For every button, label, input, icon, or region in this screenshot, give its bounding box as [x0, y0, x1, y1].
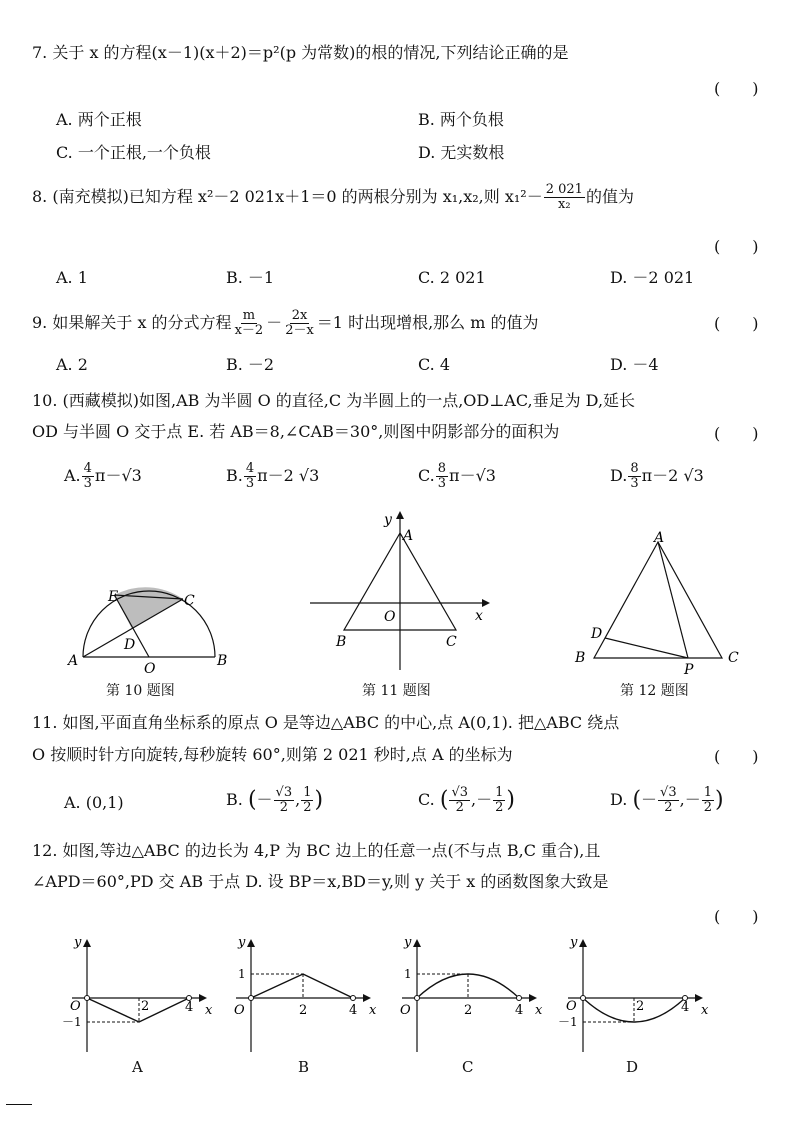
q8-option-a: A. 1: [56, 268, 88, 287]
q11-option-b: B. (－ $\frac{√3}{2}$ , $\frac{1}{2}$ ): [226, 785, 324, 815]
q10-answer-paren: ( ): [714, 424, 759, 443]
graph-d-label-neg1: －1: [558, 1015, 578, 1029]
q11-d-rparen: ): [715, 787, 724, 813]
figure-12: [570, 528, 750, 678]
fig11-label-c: C: [446, 634, 457, 650]
graph-c-label-o: O: [400, 1003, 411, 1018]
fig10-label-d: D: [124, 637, 136, 653]
graph-d-open-dot-0: [581, 996, 586, 1001]
q8-fraction: [544, 183, 585, 212]
q10-b-frac: $\frac{4}{3}$: [245, 461, 255, 491]
fig12-triangle-abc: [594, 542, 722, 658]
fig10-label-c: C: [184, 593, 195, 609]
q12-graph-c-label: C: [462, 1058, 474, 1076]
graph-a-label-2: 2: [141, 999, 150, 1014]
q8-option-b: B. －1: [226, 268, 275, 287]
q9-minus: －: [266, 313, 283, 332]
q11-line2: O 按顺时针方向旋转,每秒旋转 60°,则第 2 021 秒时,点 A 的坐标为: [32, 745, 513, 764]
fig11-label-o: O: [384, 609, 396, 625]
q8-stem-b: 的值为: [585, 187, 634, 206]
q9-f1-den: x－2: [234, 323, 264, 338]
graph-d-label-y: y: [570, 935, 578, 950]
q9-stem-b: ＝1 时出现增根,那么 m 的值为: [316, 313, 539, 332]
graph-c-open-dot-4: [517, 996, 522, 1001]
graph-a-open-dot-0: [85, 996, 90, 1001]
q9-f1-num: m: [242, 308, 256, 323]
graph-c-y-arrow: [413, 939, 421, 947]
fig11-x-arrow: [482, 599, 490, 607]
q8-frac-den: x₂: [558, 197, 571, 212]
q11-d-lparen: (: [632, 787, 642, 813]
graph-a-label-y: y: [74, 935, 82, 950]
graph-a-curve: [87, 998, 189, 1022]
graph-b-x-arrow: [363, 994, 371, 1002]
q11-c-lparen: (: [439, 787, 449, 813]
graph-d-label-4: 4: [681, 1000, 690, 1015]
fig12-caption: 第 12 题图: [620, 683, 689, 699]
q9-option-b: B. －2: [226, 355, 275, 374]
q10-option-a: A. $\frac{4}{3}$ π－√3: [64, 461, 142, 491]
fig10-shaded-region: [114, 587, 183, 629]
fig12-label-a: A: [654, 530, 665, 546]
q8-stem: [32, 183, 634, 212]
graph-a-label-o: O: [70, 999, 81, 1014]
graph-d-y-arrow: [579, 939, 587, 947]
graph-b-label-1: 1: [238, 967, 246, 981]
fig10-label-a: A: [68, 653, 79, 669]
q7-stem: 7. 关于 x 的方程(x－1)(x＋2)＝p²(p 为常数)的根的情况,下列结论正确的是: [32, 43, 569, 62]
q12-graph-b: [226, 934, 386, 1059]
graph-b-open-dot-4: [351, 996, 356, 1001]
q11-line1: 11. 如图,平面直角坐标系的原点 O 是等边△ABC 的中心,点 A(0,1). 把△ABC 绕点: [32, 713, 620, 732]
q9-f2-den: 2－x: [285, 323, 314, 338]
fig11-label-y: y: [384, 512, 392, 528]
fig11-label-a: A: [403, 528, 414, 544]
q7-option-d: D. 无实数根: [418, 143, 505, 162]
q10-line1: 10. (西藏模拟)如图,AB 为半圆 O 的直径,C 为半圆上的一点,OD⊥AC,垂足为 D,延长: [32, 391, 636, 410]
q12-graph-a-label: A: [132, 1058, 143, 1076]
fig12-label-b: B: [575, 650, 586, 666]
graph-c-label-x: x: [535, 1003, 543, 1018]
q9-answer-paren: ( ): [714, 314, 759, 333]
graph-d-label-o: O: [566, 999, 577, 1014]
graph-d-label-2: 2: [636, 999, 645, 1014]
graph-b-label-2: 2: [299, 1003, 308, 1018]
fig10-label-e: E: [108, 589, 119, 605]
q8-stem-a: 8. (南充模拟)已知方程 x²－2 021x＋1＝0 的两根分别为 x₁,x₂,则 x₁²－: [32, 187, 543, 206]
q10-d-frac: $\frac{8}{3}$: [630, 461, 639, 491]
graph-b-y-arrow: [247, 939, 255, 947]
graph-c-label-4: 4: [515, 1003, 524, 1018]
q7-answer-paren: ( ): [714, 79, 759, 98]
q11-answer-paren: ( ): [714, 747, 759, 766]
q11-option-c: C. ( $\frac{√3}{2}$ ,－ $\frac{1}{2}$ ): [418, 785, 515, 815]
graph-d-x-arrow: [695, 994, 703, 1002]
fig11-label-b: B: [336, 634, 347, 650]
q12-answer-paren: ( ): [714, 907, 759, 926]
fig12-label-d: D: [591, 626, 603, 642]
q12-line1: 12. 如图,等边△ABC 的边长为 4,P 为 BC 边上的任意一点(不与点 B,C 重合),且: [32, 841, 601, 860]
graph-a-x-arrow: [199, 994, 207, 1002]
fig11-label-x: x: [475, 608, 483, 624]
q9-option-c: C. 4: [418, 355, 451, 374]
graph-b-curve: [251, 974, 353, 998]
graph-b-label-4: 4: [349, 1003, 358, 1018]
fig11-y-arrow: [396, 511, 404, 519]
q7-option-c: C. 一个正根,一个负根: [56, 143, 211, 162]
graph-d-label-x: x: [701, 1003, 709, 1018]
q7-option-a: A. 两个正根: [56, 110, 142, 129]
q11-b-lparen: (: [247, 787, 257, 813]
graph-a-y-arrow: [83, 939, 91, 947]
q12-graph-d-label: D: [626, 1058, 639, 1076]
q10-option-c: C. $\frac{8}{3}$ π－√3: [418, 461, 496, 491]
graph-a-label-neg1: －1: [62, 1015, 82, 1029]
q11-option-a: A. (0,1): [64, 793, 124, 812]
q12-graph-a: [62, 934, 222, 1059]
figure-10: [66, 585, 246, 675]
graph-b-label-x: x: [369, 1003, 377, 1018]
graph-c-label-1: 1: [404, 967, 412, 981]
graph-c-label-2: 2: [464, 1003, 473, 1018]
q9-option-a: A. 2: [56, 355, 88, 374]
page-footer-rule: [6, 1104, 32, 1105]
graph-b-label-y: y: [238, 935, 246, 950]
graph-c-x-arrow: [529, 994, 537, 1002]
graph-a-label-4: 4: [185, 1000, 194, 1015]
q9-stem-a: 9. 如果解关于 x 的分式方程: [32, 313, 232, 332]
fig12-label-c: C: [728, 650, 739, 666]
q9-f2-num: 2x: [291, 308, 308, 323]
q12-graph-d: [558, 934, 718, 1059]
q8-frac-num: 2 021: [545, 182, 583, 197]
fig10-caption: 第 10 题图: [106, 683, 175, 699]
q11-b-rparen: ): [314, 787, 324, 813]
q8-option-d: D. －2 021: [610, 268, 695, 287]
q10-line2: OD 与半圆 O 交于点 E. 若 AB＝8,∠CAB＝30°,则图中阴影部分的面积为: [32, 422, 560, 441]
q12-line2: ∠APD＝60°,PD 交 AB 于点 D. 设 BP＝x,BD＝y,则 y 关于 x 的函数图象大致是: [32, 872, 609, 891]
q10-option-d: D. $\frac{8}{3}$ π－2 √3: [610, 461, 704, 491]
q10-a-frac: $\frac{4}{3}$: [83, 461, 92, 491]
graph-b-open-dot-0: [249, 996, 254, 1001]
q9-option-d: D. －4: [610, 355, 659, 374]
q10-option-b: B. $\frac{4}{3}$ π－2 √3: [226, 461, 320, 491]
graph-c-label-y: y: [404, 935, 412, 950]
fig12-label-p: P: [684, 662, 694, 678]
q12-graph-b-label: B: [298, 1058, 310, 1076]
q8-answer-paren: ( ): [714, 237, 759, 256]
figure-11: [308, 508, 498, 673]
q9-fraction-1: [233, 309, 266, 338]
graph-c-open-dot-0: [415, 996, 420, 1001]
fig12-segment-pd: [605, 638, 688, 658]
graph-b-label-o: O: [234, 1003, 245, 1018]
q9-fraction-2: [283, 309, 316, 338]
q11-option-d: D. (－ $\frac{√3}{2}$ ,－ $\frac{1}{2}$ ): [610, 785, 724, 815]
fig12-segment-ap: [658, 542, 688, 658]
q8-option-c: C. 2 021: [418, 268, 486, 287]
q10-c-frac: $\frac{8}{3}$: [437, 461, 447, 491]
q12-graph-c: [392, 934, 552, 1059]
q11-c-rparen: ): [506, 787, 515, 813]
fig11-caption: 第 11 题图: [362, 683, 431, 699]
fig10-label-b: B: [217, 653, 228, 669]
graph-a-label-x: x: [205, 1003, 213, 1018]
fig10-label-o: O: [144, 661, 156, 677]
q9-stem: [32, 309, 539, 338]
q7-option-b: B. 两个负根: [418, 110, 504, 129]
